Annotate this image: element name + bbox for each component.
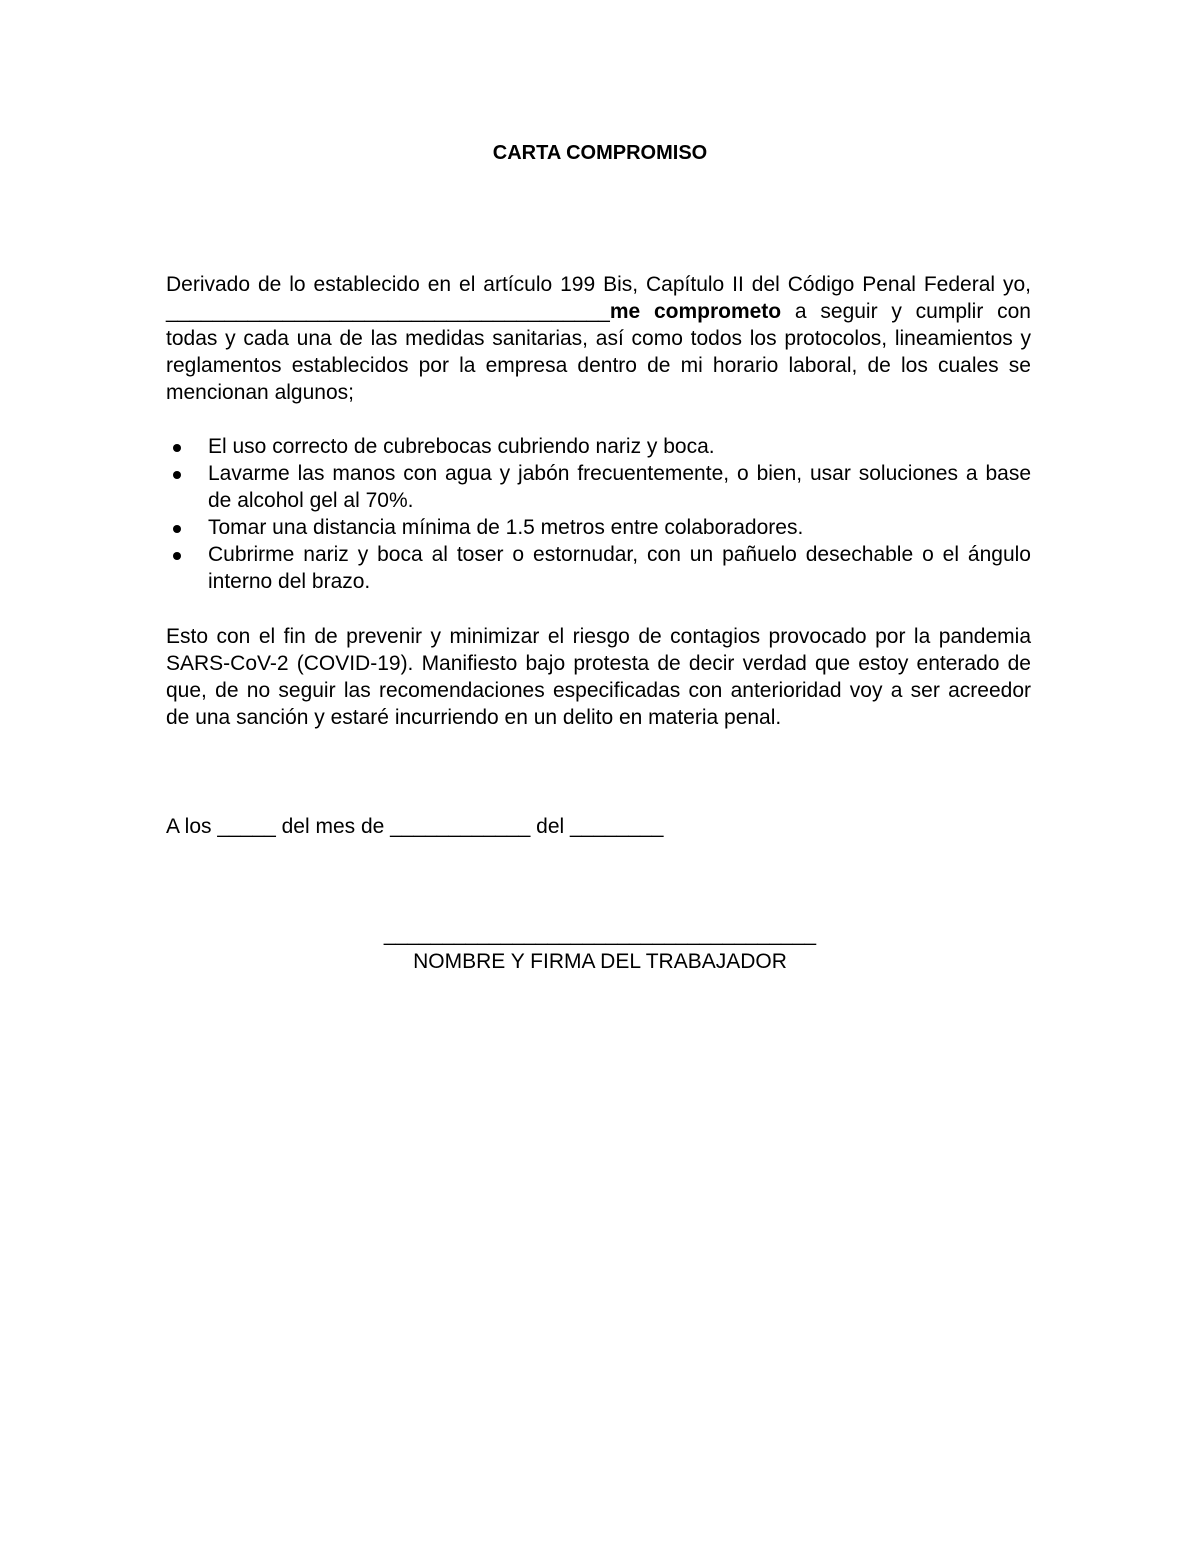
signature-label: NOMBRE Y FIRMA DEL TRABAJADOR	[413, 950, 787, 973]
list-item	[166, 460, 1031, 514]
list-item	[166, 433, 1031, 460]
bullet-icon	[173, 444, 181, 452]
list-item	[166, 541, 1031, 595]
bullet-icon	[173, 471, 181, 479]
list-item-text: Lavarme las manos con agua y jabón frecuentemente, o bien, usar soluciones a base de alcohol gel al 70%.	[208, 462, 1031, 512]
commitment-paragraph	[166, 271, 1031, 406]
list-item-text: Tomar una distancia mínima de 1.5 metros entre colaboradores.	[208, 516, 804, 539]
commitment-bold-text: me comprometo	[609, 300, 782, 323]
name-blank: ______________________________________	[166, 300, 610, 323]
signature-line: _____________________________________	[383, 923, 817, 946]
page-title: CARTA COMPROMISO	[492, 142, 708, 164]
list-item	[166, 514, 1031, 541]
measures-list	[166, 433, 1031, 595]
paragraph-rest: a seguir y cumplir con todas y cada una de las medidas sanitarias, así como todos los protocolos, lineamientos y reglamentos establecidos por la empresa dentro de mi horario laboral, de los cuales se mencionan algunos;	[166, 300, 1031, 404]
list-item-text: Cubrirme nariz y boca al toser o estornudar, con un pañuelo desechable o el ángulo interno del brazo.	[208, 543, 1031, 593]
bullet-icon	[173, 552, 181, 560]
purpose-paragraph: Esto con el fin de prevenir y minimizar el riesgo de contagios provocado por la pandemia SARS-CoV-2 (COVID-19). Manifiesto bajo protesta de decir verdad que estoy enterado de que, de no seguir las recomendaciones especificadas con anterioridad voy a ser acreedor de una sanción y estaré incurriendo en un delito en materia penal.	[166, 625, 1031, 729]
bullet-icon	[173, 525, 181, 533]
date-line: A los _____ del mes de ____________ del ________	[166, 815, 664, 838]
list-item-text: El uso correcto de cubrebocas cubriendo nariz y boca.	[208, 435, 715, 458]
paragraph-lead: Derivado de lo establecido en el artículo 199 Bis, Capítulo II del Código Penal Federal yo,	[166, 273, 1031, 296]
